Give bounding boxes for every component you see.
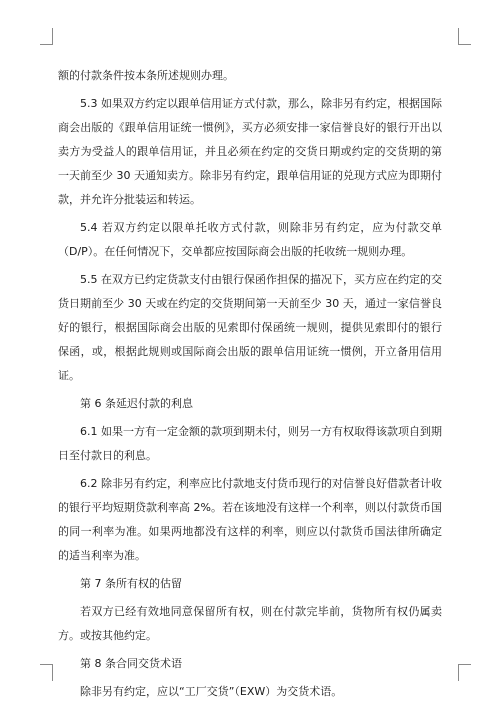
paragraph-5-4: 5.4 若双方约定以限单托收方式付款，则除非另有约定，应为付款交单（D/P）。在任何情况下，交单都应按国际商会出版的托收统一规则办理。 (58, 221, 442, 258)
crop-mark-bottom-left (40, 664, 53, 681)
section-heading-7: 第 7 条所有权的估留 (80, 577, 182, 590)
paragraph-5-3: 5.3 如果双方约定以跟单信用证方式付款，那么，除非另有约定，根据国际商会出版的《跟单信用证统一惯例》，买方必须安排一家信誉良好的银行开出以卖方为受益人的跟单信用证，并且必须在约定的交货日期或约定的交货期的第一天前至少 30 天通知卖方。除非另有约定，跟单信用证的兑现方式应为即期付款，并允许分批装运和转运。 (58, 97, 442, 206)
paragraph-6-2: 6.2 除非另有约定，利率应比付款地支付货币现行的对信誉良好借款者计收的银行平均短期贷款利率高 2%。若在该地没有这样一个利率，则以付款货币国的同一利率为准。如果两地都没有这样的利率，则应以付款货币国法律所确定的适当利率为准。 (58, 477, 442, 562)
paragraph-8: 除非另有约定，应以“工厂交货”（EXW）为交货术语。 (80, 685, 343, 698)
crop-mark-top-left (40, 28, 53, 45)
paragraph-5-5: 5.5 在双方已约定货款支付由银行保函作担保的描况下，买方应在约定的交货日期前至少 30 天或在约定的交货期间第一天前至少 30 天，通过一家信誉良好的银行，根据国际商会出版的见索即付保函统一规则，提供见索即付的银行保函，或，根据此规则或国际商会出版的跟单信用证统一惯例，开立备用信用证。 (58, 273, 442, 382)
section-heading-8: 第 8 条合同交货术语 (80, 657, 182, 670)
crop-mark-top-right (458, 28, 471, 45)
document-body (58, 64, 442, 708)
paragraph-7: 若双方已经有效地同意保留所有权，则在付款完毕前，货物所有权仍属卖方。或按其他约定。 (58, 605, 442, 642)
paragraph-6-1: 6.1 如果一方有一定金额的款项到期未付，则另一方有权取得该款项自到期日至付款日的利息。 (58, 425, 442, 462)
crop-mark-bottom-right (458, 664, 471, 681)
section-heading-6: 第 6 条延迟付款的利息 (80, 397, 193, 410)
paragraph-continuation: 额的付款条件按本条所述规则办理。 (58, 69, 234, 82)
